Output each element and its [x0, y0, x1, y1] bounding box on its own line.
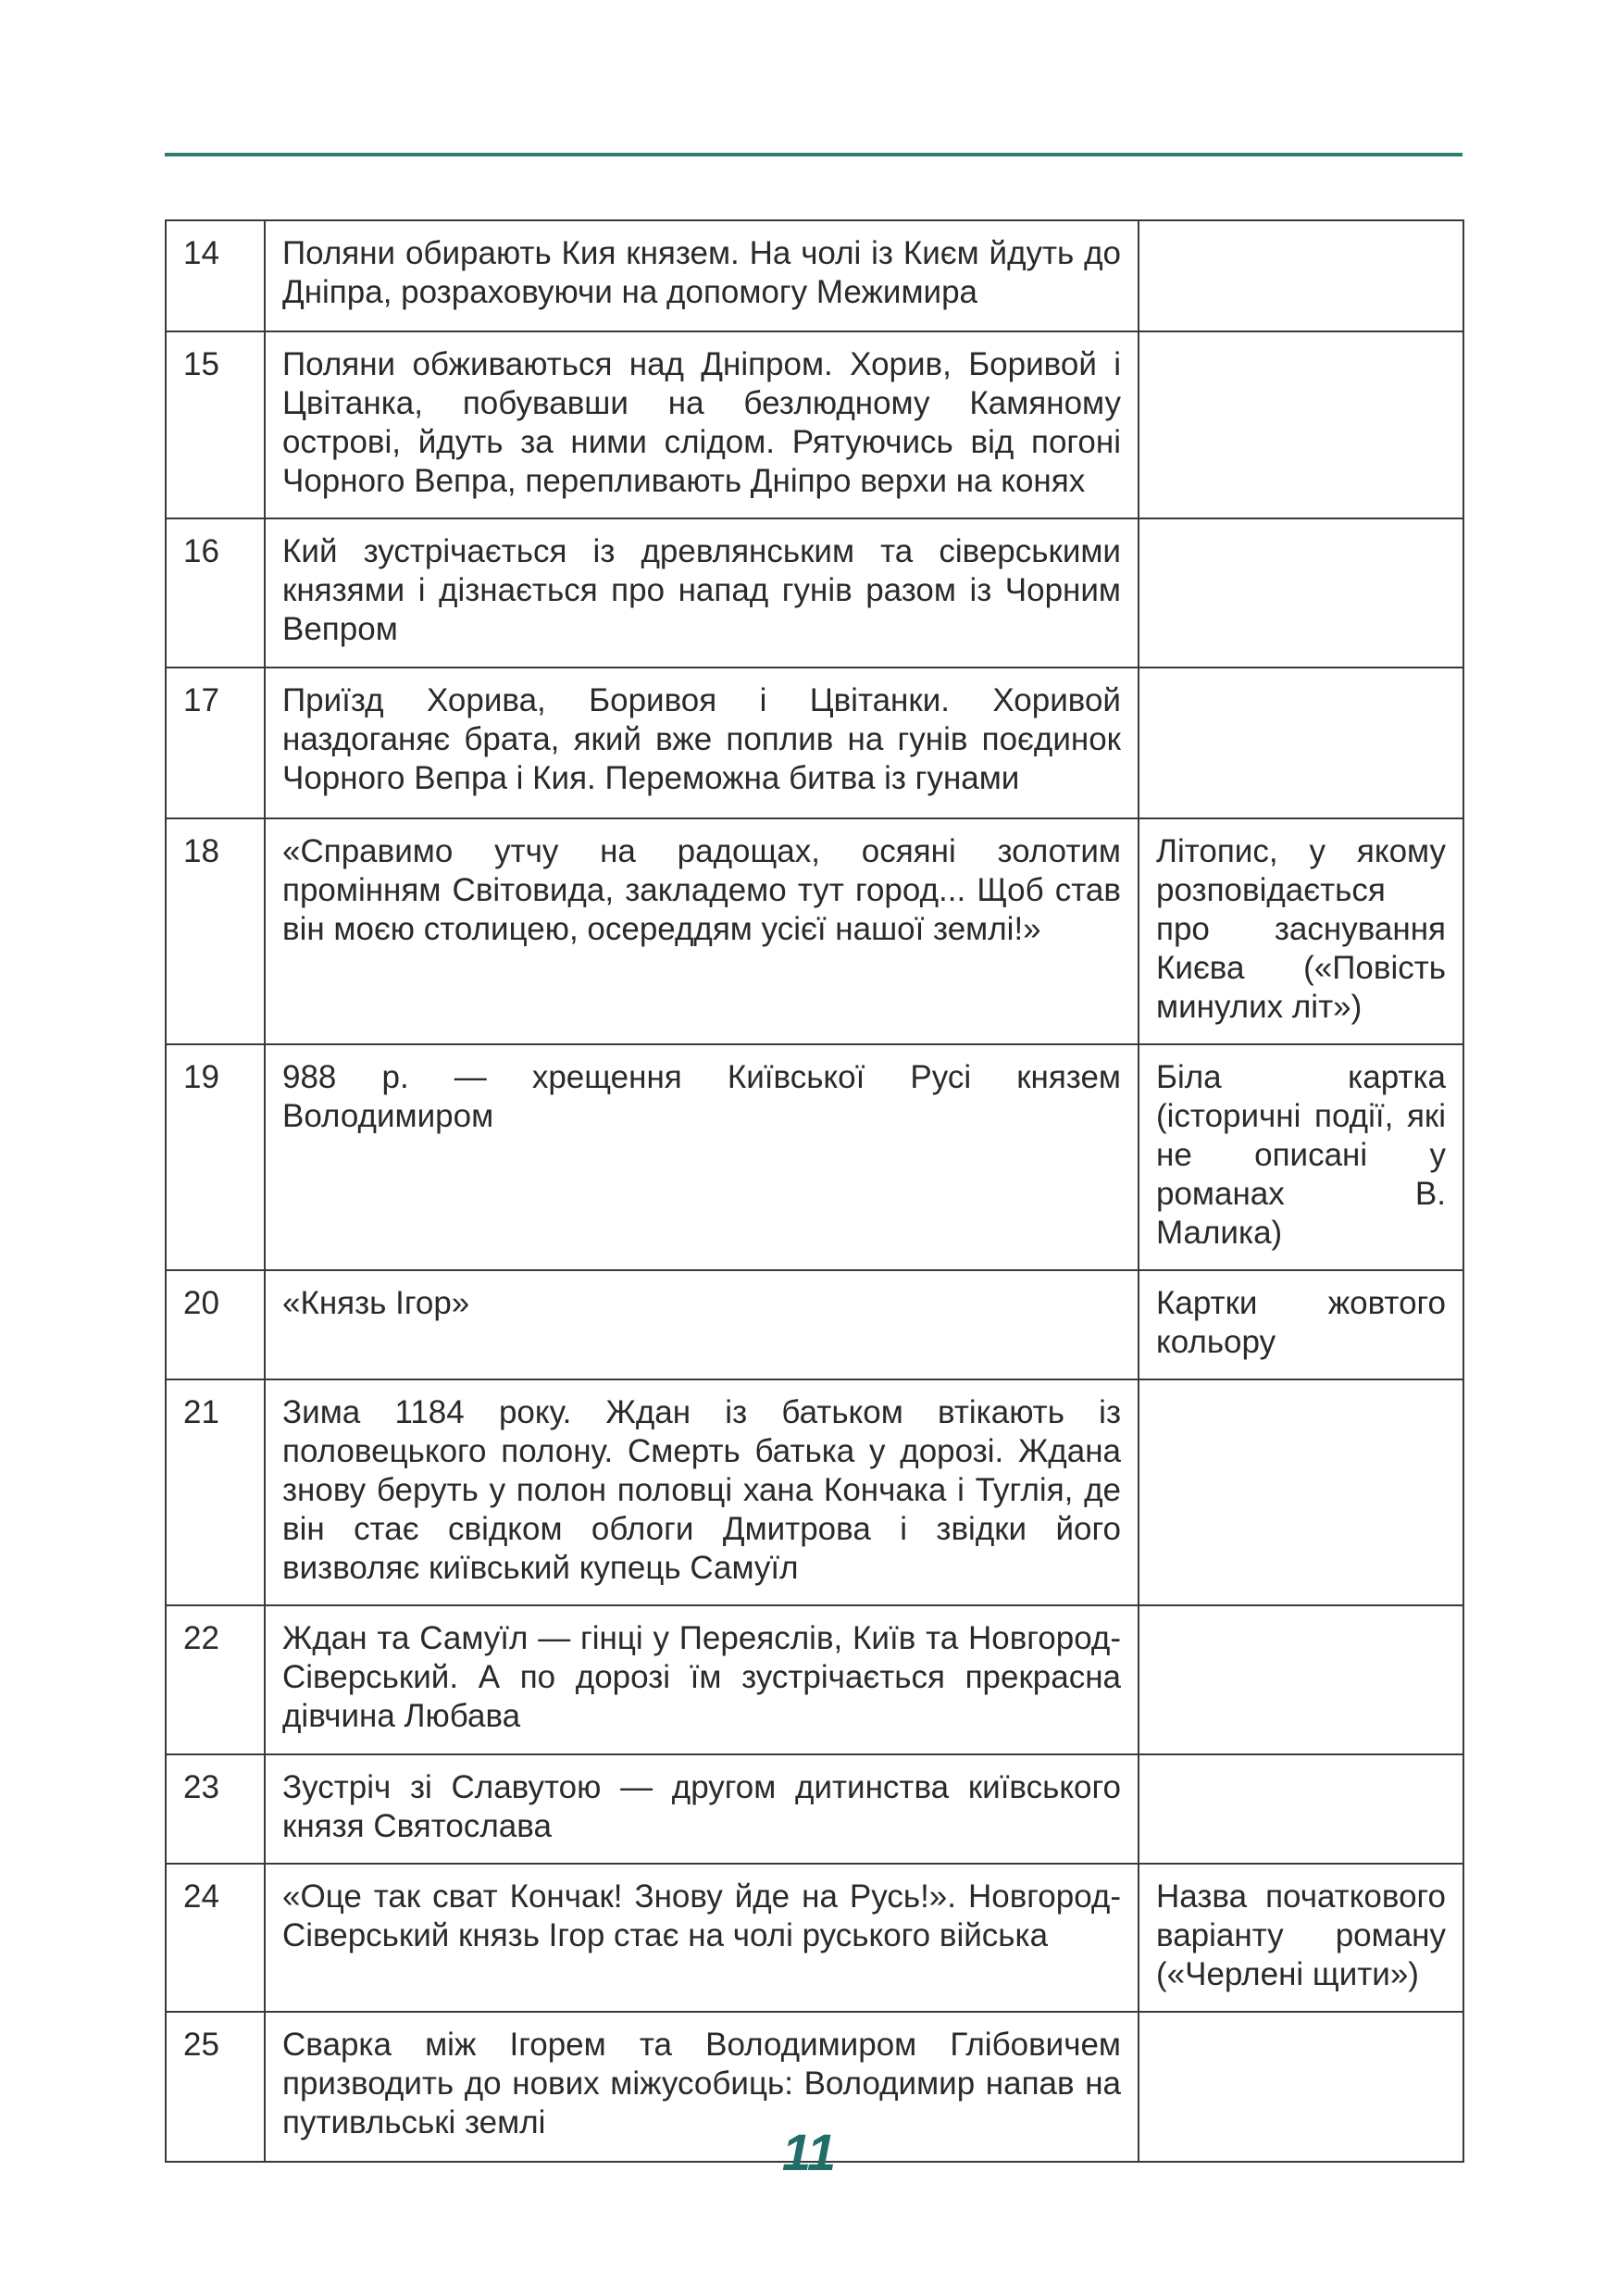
row-number: 18	[166, 818, 265, 1044]
table-row	[166, 1605, 1463, 1754]
row-event-text: Сварка між Ігорем та Володимиром Глібовичем призводить до нових міжусобиць: Володимир напав на путивльські землі	[265, 2012, 1139, 2162]
header-rule	[165, 153, 1462, 156]
row-event-text: Зима 1184 року. Ждан із батьком втікають із половецького полону. Смерть батька у дорозі. Ждана знову беруть у полон половці хана Кончака і Туглія, де він стає свідком облоги Дмитрова і звідки його визволяє київський купець Самуїл	[265, 1379, 1139, 1605]
row-event-text: Ждан та Самуїл — гінці у Переяслів, Київ та Новгород-Сіверський. А по дорозі їм зустрічається прекрасна дівчина Любава	[265, 1605, 1139, 1754]
table-row	[166, 1379, 1463, 1605]
row-note: Назва початкового варіанту роману («Черлені щити»)	[1139, 1864, 1463, 2012]
row-number: 20	[166, 1270, 265, 1379]
row-event-text: «Князь Ігор»	[265, 1270, 1139, 1379]
row-number: 15	[166, 331, 265, 518]
table-row	[166, 518, 1463, 668]
row-number: 19	[166, 1044, 265, 1270]
row-note	[1139, 1754, 1463, 1864]
row-note	[1139, 518, 1463, 668]
row-number: 14	[166, 220, 265, 331]
row-event-text: Кий зустрічається із древлянським та сіверськими князями і дізнається про напад гунів разом із Чорним Вепром	[265, 518, 1139, 668]
events-table	[165, 219, 1464, 2163]
row-event-text: Приїзд Хорива, Боривоя і Цвітанки. Хоривой наздоганяє брата, який вже поплив на гунів поєдинок Чорного Вепра і Кия. Переможна битва із гунами	[265, 668, 1139, 818]
row-number: 16	[166, 518, 265, 668]
row-event-text: 988 р. — хрещення Київської Русі князем Володимиром	[265, 1044, 1139, 1270]
row-number: 21	[166, 1379, 265, 1605]
row-number: 17	[166, 668, 265, 818]
row-number: 23	[166, 1754, 265, 1864]
table-row	[166, 1044, 1463, 1270]
row-event-text: Поляни обирають Кия князем. На чолі із Києм йдуть до Дніпра, розраховуючи на допомогу Межимира	[265, 220, 1139, 331]
row-note	[1139, 1605, 1463, 1754]
row-note	[1139, 668, 1463, 818]
table-row	[166, 1270, 1463, 1379]
page-number: 11	[781, 2123, 837, 2181]
row-event-text: «Оце так сват Кончак! Знову йде на Русь!». Новгород-Сіверський князь Ігор стає на чолі руського війська	[265, 1864, 1139, 2012]
table-row	[166, 1864, 1463, 2012]
row-note	[1139, 331, 1463, 518]
row-number: 25	[166, 2012, 265, 2162]
row-event-text: Поляни обживаються над Дніпром. Хорив, Боривой і Цвітанка, побувавши на безлюдному Камяному острові, йдуть за ними слідом. Рятуючись від погоні Чорного Вепра, перепливають Дніпро верхи на конях	[265, 331, 1139, 518]
row-note	[1139, 220, 1463, 331]
row-event-text: Зустріч зі Славутою — другом дитинства київського князя Святослава	[265, 1754, 1139, 1864]
row-note: Картки жовтого кольору	[1139, 1270, 1463, 1379]
row-note: Біла картка (історичні події, які не описані у романах В. Малика)	[1139, 1044, 1463, 1270]
row-number: 22	[166, 1605, 265, 1754]
table-row	[166, 331, 1463, 518]
row-note	[1139, 1379, 1463, 1605]
table-row	[166, 1754, 1463, 1864]
row-note: Літопис, у якому розповідається про заснування Києва («Повість минулих літ»)	[1139, 818, 1463, 1044]
table-row	[166, 220, 1463, 331]
table-row	[166, 818, 1463, 1044]
row-number: 24	[166, 1864, 265, 2012]
row-event-text: «Справимо утчу на радощах, осяяні золотим промінням Світовида, закладемо тут город... Щоб став він моєю столицею, осереддям усієї нашої землі!»	[265, 818, 1139, 1044]
table-row	[166, 668, 1463, 818]
